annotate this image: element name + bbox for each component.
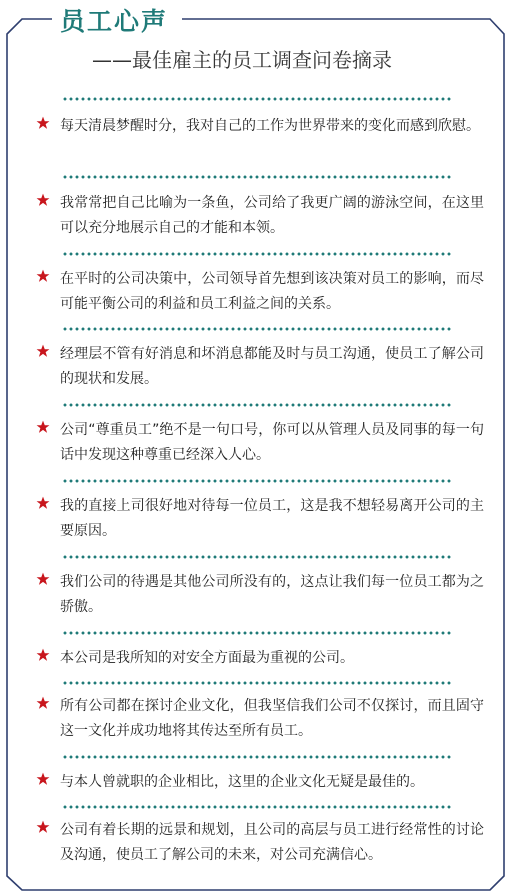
star-icon	[36, 696, 50, 710]
dotted-divider	[62, 251, 452, 257]
item-text: 所有公司都在探讨企业文化，但我坚信我们公司不仅探讨，而且固守这一文化并成功地将其传达至所有员工。	[60, 698, 484, 739]
star-icon	[36, 772, 50, 786]
star-icon	[36, 648, 50, 662]
item-text: 每天清晨梦醒时分，我对自己的工作为世界带来的变化而感到欣慰。	[60, 118, 480, 134]
page-subtitle: ——最佳雇主的员工调查问卷摘录	[92, 48, 392, 72]
list-item	[36, 646, 484, 671]
list-item	[36, 570, 484, 620]
item-text: 经理层不管有好消息和坏消息都能及时与员工沟通，使员工了解公司的现状和发展。	[60, 346, 484, 387]
dotted-divider	[62, 630, 452, 636]
page-title: 员工心声	[52, 4, 182, 40]
item-text: 公司有着长期的远景和规划，且公司的高层与员工进行经常性的讨论及沟通，使员工了解公司的未来，对公司充满信心。	[60, 822, 484, 863]
star-icon	[36, 420, 50, 434]
dotted-divider	[62, 680, 452, 686]
list-item	[36, 694, 484, 744]
list-item	[36, 418, 484, 468]
list-item	[36, 114, 484, 139]
list-item	[36, 342, 484, 392]
star-icon	[36, 820, 50, 834]
dotted-divider	[62, 402, 452, 408]
star-icon	[36, 193, 50, 207]
dotted-divider	[62, 478, 452, 484]
dotted-divider	[62, 554, 452, 560]
list-item	[36, 818, 484, 868]
list-item	[36, 770, 484, 795]
dotted-divider	[62, 96, 452, 102]
dotted-divider	[62, 754, 452, 760]
dotted-divider	[62, 174, 452, 180]
dotted-divider	[62, 326, 452, 332]
item-text: 与本人曾就职的企业相比，这里的企业文化无疑是最佳的。	[60, 774, 424, 790]
star-icon	[36, 572, 50, 586]
list-item	[36, 267, 484, 317]
item-text: 公司“尊重员工”绝不是一句口号，你可以从管理人员及同事的每一句话中发现这种尊重已经深入人心。	[60, 422, 484, 463]
list-item	[36, 191, 484, 241]
item-text: 我常常把自己比喻为一条鱼，公司给了我更广阔的游泳空间，在这里可以充分地展示自己的才能和本领。	[60, 195, 484, 236]
star-icon	[36, 269, 50, 283]
item-text: 本公司是我所知的对安全方面最为重视的公司。	[60, 650, 354, 666]
item-text: 我们公司的待遇是其他公司所没有的，这点让我们每一位员工都为之骄傲。	[60, 574, 484, 615]
item-text: 我的直接上司很好地对待每一位员工，这是我不想轻易离开公司的主要原因。	[60, 498, 484, 539]
star-icon	[36, 116, 50, 130]
star-icon	[36, 344, 50, 358]
list-item	[36, 494, 484, 544]
star-icon	[36, 496, 50, 510]
item-text: 在平时的公司决策中，公司领导首先想到该决策对员工的影响，而尽可能平衡公司的利益和员工利益之间的关系。	[60, 271, 484, 312]
dotted-divider	[62, 804, 452, 810]
